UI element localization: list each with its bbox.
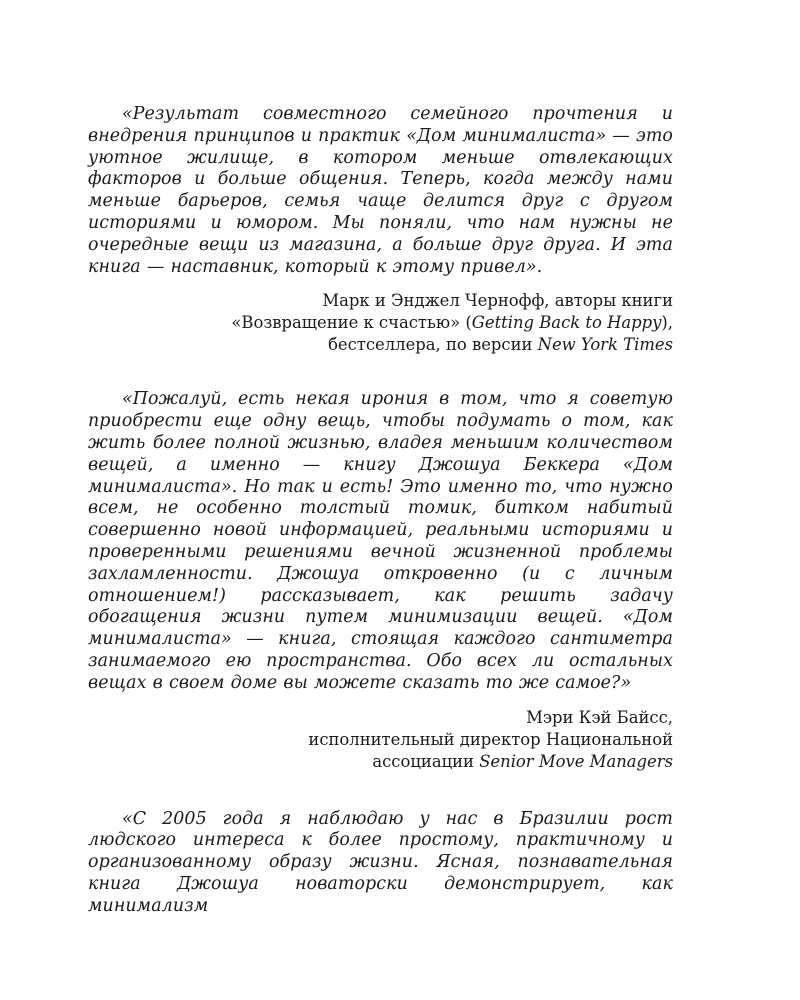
attribution-2-line-3: ассоциации Senior Move Managers bbox=[372, 751, 673, 771]
book-page bbox=[88, 104, 673, 918]
quote-2-attribution bbox=[88, 707, 673, 773]
attribution-2-line-1: Мэри Кэй Байсс, bbox=[526, 707, 673, 727]
attribution-1-line-1: Марк и Энджел Чернофф, авторы книги bbox=[322, 291, 673, 311]
attribution-1-line-2: «Возвращение к счастью» (Getting Back to Happy), bbox=[231, 313, 673, 333]
quote-1-attribution bbox=[88, 290, 673, 356]
quote-3-text: «С 2005 года я наблюдаю у нас в Бразилии рост людского интереса к более простому, практичному и организованному образу жизни. Ясная, познавательная книга Джошуа новаторски демонстрирует, как минимализм bbox=[88, 808, 673, 916]
quote-1-text: «Результат совместного семейного прочтения и внедрения принципов и практик «Дом минималиста» — это уютное жилище, в котором меньше отвлекающих факторов и больше общения. Теперь, когда между нами меньше барьеров, семья чаще делится друг с другом историями и юмором. Мы поняли, что нам нужны не очередные вещи из магазина, а больше друг друга. И эта книга — наставник, который к этому привел». bbox=[88, 104, 673, 277]
attribution-1-line-3: бестселлера, по версии New York Times bbox=[328, 335, 673, 355]
quote-2-text: «Пожалуй, есть некая ирония в том, что я советую приобрести еще одну вещь, чтобы подумать о том, как жить более полной жизнью, владея меньшим количеством вещей, а именно — книгу Джошуа Беккера «Дом минималиста». Но так и есть! Это именно то, что нужно всем, не особенно толстый томик, битком набитый совершенно новой информацией, реальными историями и проверенными решениями вечной жизненной проблемы захламленности. Джошуа откровенно (и с личным отношением!) рассказывает, как решить задачу обогащения жизни путем минимизации вещей. «Дом минималиста» — книга, стоящая каждого сантиметра занимаемого ею пространства. Обо всех ли остальных вещах в своем доме вы можете сказать то же самое?» bbox=[88, 389, 673, 693]
attribution-2-line-2: исполнительный директор Национальной bbox=[308, 729, 673, 749]
